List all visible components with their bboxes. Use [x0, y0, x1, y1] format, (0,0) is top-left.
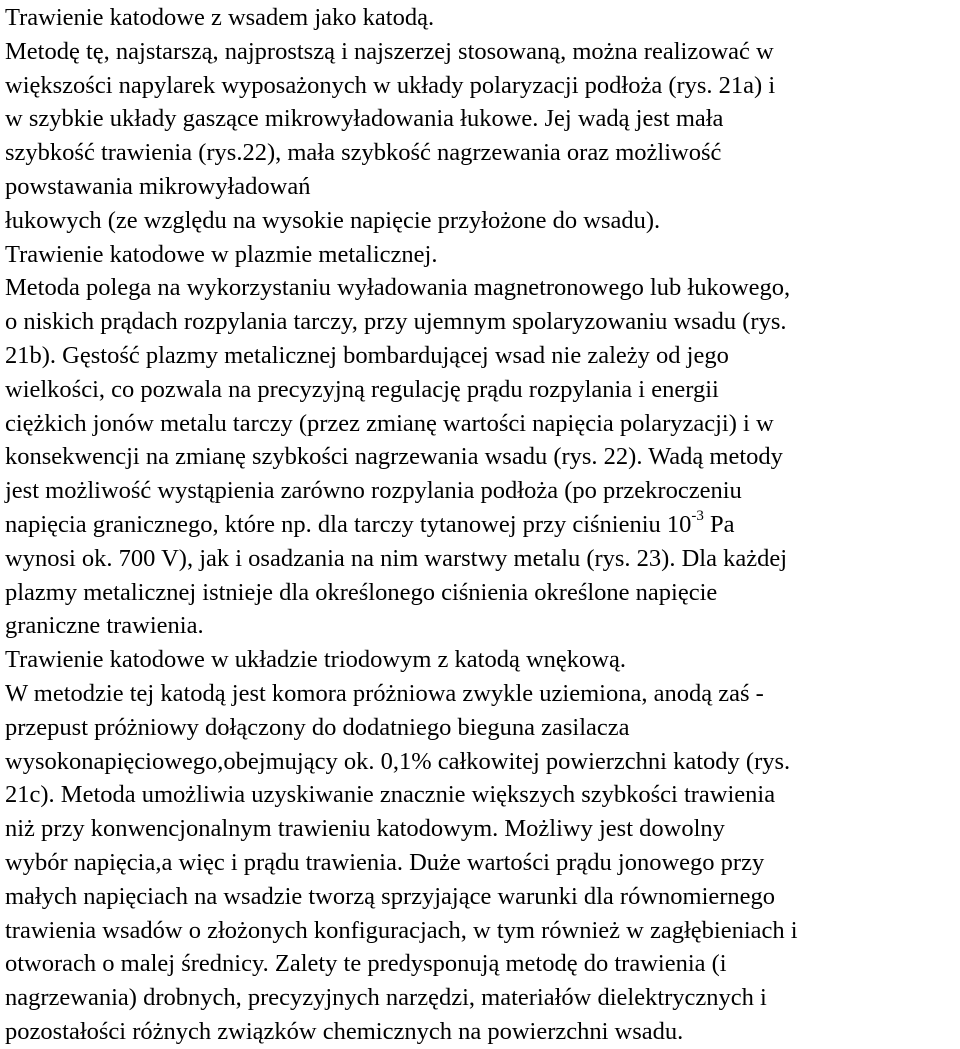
heading-metal-plasma-etching: Trawienie katodowe w plazmie metalicznej.: [5, 240, 438, 268]
text-line: wybór napięcia,a więc i prądu trawienia. Duże wartości prądu jonowego przy: [5, 848, 765, 876]
text-line: Metoda polega na wykorzystaniu wyładowania magnetronowego lub łukowego,: [5, 274, 791, 302]
text-line: wynosi ok. 700 V), jak i osadzania na nim warstwy metalu (rys. 23). Dla każdej: [5, 544, 788, 572]
text-line: graniczne trawienia.: [5, 612, 204, 640]
text-line: wysokonapięciowego,obejmujący ok. 0,1% całkowitej powierzchni katody (rys.: [5, 747, 791, 775]
text-line: niż przy konwencjonalnym trawieniu katodowym. Możliwy jest dowolny: [5, 815, 725, 843]
text-line: małych napięciach na wsadzie tworzą sprzyjające warunki dla równomiernego: [5, 882, 776, 910]
text-line: przepust próżniowy dołączony do dodatniego bieguna zasilacza: [5, 713, 630, 741]
text-line: 21c). Metoda umożliwia uzyskiwanie znacznie większych szybkości trawienia: [5, 781, 776, 809]
text-line: Metodę tę, najstarszą, najprostszą i najszerzej stosowaną, można realizować w: [5, 37, 774, 65]
document-page: [5, 0, 955, 1049]
text-line: nagrzewania) drobnych, precyzyjnych narzędzi, materiałów dielektrycznych i: [5, 984, 767, 1012]
text-line: wielkości, co pozwala na precyzyjną regulację prądu rozpylania i energii: [5, 375, 719, 403]
text-line: konsekwencji na zmianę szybkości nagrzewania wsadu (rys. 22). Wadą metody: [5, 443, 783, 471]
text-segment: Pa: [703, 510, 735, 538]
text-line: szybkość trawienia (rys.22), mała szybkość nagrzewania oraz możliwość: [5, 139, 722, 167]
text-line-with-exponent: [5, 508, 955, 542]
text-line: łukowych (ze względu na wysokie napięcie przyłożone do wsadu).: [5, 206, 661, 234]
text-line: w szybkie układy gaszące mikrowyładowania łukowe. Jej wadą jest mała: [5, 105, 724, 133]
text-segment: napięcia granicznego, które np. dla tarczy tytanowej przy ciśnieniu 10: [5, 510, 692, 538]
text-line: plazmy metalicznej istnieje dla określonego ciśnienia określone napięcie: [5, 578, 718, 606]
text-line: jest możliwość wystąpienia zarówno rozpylania podłoża (po przekroczeniu: [5, 477, 742, 505]
exponent: -3: [691, 507, 704, 524]
text-line: o niskich prądach rozpylania tarczy, przy ujemnym spolaryzowaniu wsadu (rys.: [5, 308, 787, 336]
heading-cathode-etching-workpiece: Trawienie katodowe z wsadem jako katodą.: [5, 4, 435, 31]
text-line: ciężkich jonów metalu tarczy (przez zmianę wartości napięcia polaryzacji) i w: [5, 409, 774, 437]
text-line: większości napylarek wyposażonych w układy polaryzacji podłoża (rys. 21a) i: [5, 71, 776, 99]
text-line: otworach o malej średnicy. Zalety te predysponują metodę do trawienia (i: [5, 950, 727, 978]
text-line: trawienia wsadów o złożonych konfiguracjach, w tym również w zagłębieniach i: [5, 916, 798, 944]
text-line: powstawania mikrowyładowań: [5, 172, 311, 200]
text-line: pozostałości różnych związków chemicznych na powierzchni wsadu.: [5, 1017, 684, 1045]
heading-triode-hollow-cathode: Trawienie katodowe w układzie triodowym z katodą wnękową.: [5, 646, 626, 674]
text-line: 21b). Gęstość plazmy metalicznej bombardującej wsad nie zależy od jego: [5, 341, 729, 369]
text-line: W metodzie tej katodą jest komora próżniowa zwykle uziemiona, anodą zaś -: [5, 679, 764, 707]
